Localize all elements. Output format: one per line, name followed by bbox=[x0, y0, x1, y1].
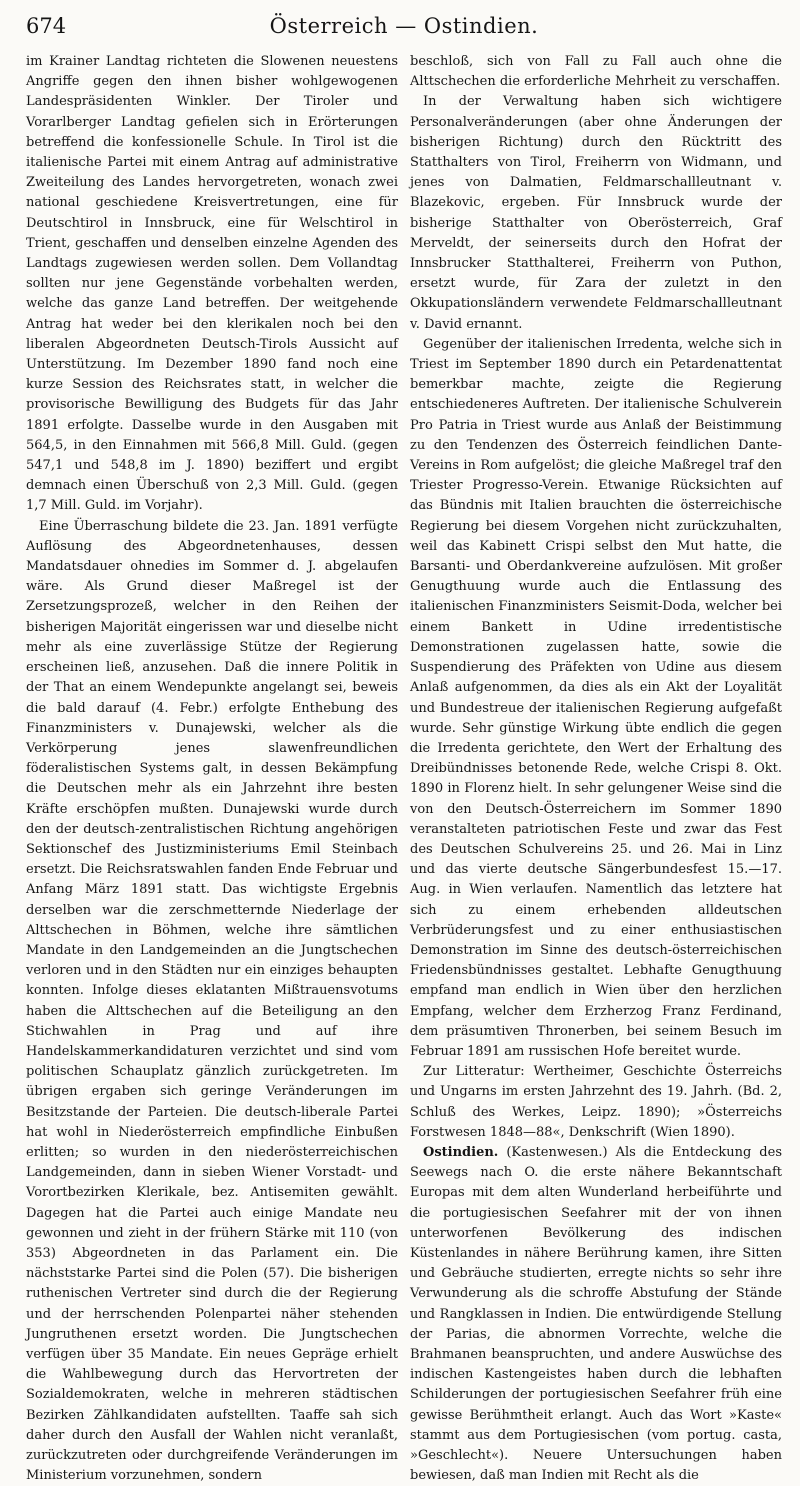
paragraph: Eine Überraschung bildete die 23. Jan. 1891 verfügte Auflösung des Abgeordnetenhauses, dessen Mandatsdauer ohnedies im Sommer d. J. abgelaufen wäre. Als Grund dieser Maßregel ist der Zersetzungsprozeß, welcher in den Reihen der bisherigen Majorität eingerissen war und dieselbe nicht mehr als eine zuverlässige Stütze der Regierung erscheinen ließ, anzusehen. Daß die innere Politik in der That an einem Wendepunkte angelangt sei, beweis die bald darauf (4. Febr.) erfolgte Enthebung des Finanzministers v. Dunajewski, welcher als die Verkörperung jenes slawenfreundlichen föderalistischen Systems galt, in dessen Bekämpfung die Deutschen mehr als ein Jahrzehnt ihre besten Kräfte erschöpfen mußten. Dunajewski wurde durch den der deutsch-zentralistischen Richtung angehörigen Sektionschef des Justizministeriums Emil Steinbach ersetzt. Die Reichsratswahlen fanden Ende Februar und Anfang März 1891 statt. Das wichtigste Ergebnis derselben war die zerschmetternde Niederlage der Alttschechen in Böhmen, welche ihre sämtlichen Mandate in den Landgemeinden an die Jungtschechen verloren und in den Städten nur ein einziges behaupten konnten. Infolge dieses eklatanten Mißtrauensvotums haben die Alttschechen auf die Beteiligung an den Stichwahlen in Prag und auf ihre Handelskammerkandidaturen verzichtet und sind vom politischen Schauplatz gänzlich zurückgetreten. Im übrigen ergaben sich geringe Veränderungen im Besitzstande der Parteien. Die deutsch-liberale Partei hat wohl in Niederösterreich empfindliche Einbußen erlitten; so wurden in den niederösterreichischen Landgemeinden, dann in sieben Wiener Vorstadt- und Vorortbezirken Klerikale, bez. Antisemiten gewählt. Dagegen hat die Partei auch einige Mandate neu gewonnen und zieht in der frühern Stärke mit 110 (von 353) Abgeordneten in das Parlament ein. Die nächststarke Partei sind die Polen (57). Die bisherigen ruthenischen Vertreter sind durch die der Regierung und der herrschenden Polenpartei näher stehenden Jungruthenen ersetzt worden. Die Jungtschechen verfügen über 35 Mandate. Ein neues Gepräge erhielt die Wahlbewegung durch das Hervortreten der Sozialdemokraten, welche in mehreren städtischen Bezirken Zählkandidaten aufstellten. Taaffe sah sich daher durch den Ausfall der Wahlen nicht veranlaßt, zurückzutreten oder durchgreifende Veränderungen im Ministerium vorzunehmen, sondern bbox=[26, 518, 398, 1484]
paragraph: Gegenüber der italienischen Irredenta, welche sich in Triest im September 1890 durch ein Petardenattentat bemerkbar machte, zeigte die Regierung entschiedeneres Auftreten. Der italienische Schulverein Pro Patria in Triest wurde aus Anlaß der Beistimmung zu den Tendenzen des Österreich feindlichen Dante-Vereins in Rom aufgelöst; die gleiche Maßregel traf den Triester Progresso-Verein. Etwanige Rücksichten auf das Bündnis mit Italien brauchten die österreichische Regierung bei diesem Vorgehen nicht zurückzuhalten, weil das Kabinett Crispi selbst den Mut hatte, die Barsanti- und Oberdankvereine aufzulösen. Mit großer Genugthuung wurde auch die Entlassung des italienischen Finanzministers Seismit-Doda, welcher bei einem Bankett in Udine irredentistische Demonstrationen zugelassen hatte, sowie die Suspendierung des Präfekten von Udine aus diesem Anlaß aufgenommen, da dies als ein Akt der Loyalität und Bundestreue der italienischen Regierung aufgefaßt wurde. Sehr günstige Wirkung übte endlich die gegen die Irredenta gerichtete, den Wert der Erhaltung des Dreibündnisses betonende Rede, welche Crispi 8. Okt. 1890 in Florenz hielt. In sehr gelungener Weise sind die von den Deutsch-Österreichern im Sommer 1890 veranstalteten patriotischen Feste und zwar das Fest des Deutschen Schulvereins 25. und 26. Mai in Linz und das vierte deutsche Sängerbundesfest 15.—17. Aug. in Wien verlaufen. Namentlich das letztere hat sich zu einem erhebenden alldeutschen Verbrüderungsfest und zu einer enthusiastischen Demonstration im Sinne des deutsch-österreichischen Friedensbündnisses gestaltet. Lebhafte Genugthuung empfand man endlich in Wien über den herzlichen Empfang, welcher dem Erzherzog Franz Ferdinand, dem präsumtiven Thronerben, bei seinem Besuch im Februar 1891 am russischen Hofe bereitet wurde. bbox=[410, 336, 782, 1059]
paragraph: In der Verwaltung haben sich wichtigere Personalveränderungen (aber ohne Änderungen der bisherigen Richtung) durch den Rücktritt des Statthalters von Tirol, Freiherrn von Widmann, und jenes von Dalmatien, Feldmarschallleutnant v. Blazekovic, ergeben. Für Innsbruck wurde der bisherige Statthalter von Oberösterreich, Graf Merveldt, der seinerseits durch den Hofrat der Innsbrucker Statthalterei, Freiherrn von Puthon, ersetzt wurde, für Zara der zuletzt in den Okkupationsländern verwendete Feldmarschallleutnant v. David ernannt. bbox=[410, 94, 782, 332]
article-ostindien bbox=[410, 1143, 782, 1486]
headword-ostindien: Ostindien. bbox=[423, 1144, 499, 1160]
text-columns bbox=[26, 52, 782, 1484]
running-head: Österreich — Ostindien. bbox=[269, 14, 539, 38]
left-column bbox=[26, 52, 398, 1484]
page-number: 674 bbox=[26, 14, 67, 38]
paragraph: beschloß, sich von Fall zu Fall auch ohne die Alttschechen die erforderliche Mehrheit zu verschaffen. bbox=[410, 54, 782, 90]
right-column bbox=[410, 52, 782, 1484]
article-text: (Kastenwesen.) Als die Entdeckung des Seewegs nach O. die erste nähere Bekanntschaft Europas mit dem alten Wunderland herbeiführte und die portugiesischen Seefahrer mit der von ihnen unterworfenen Bevölkerung des indischen Küstenlandes in nähere Berührung kamen, ihre Sitten und Gebräuche studierten, erregte nichts so sehr ihre Verwunderung als die schroffe Abstufung der Stände und Rangklassen in Indien. Die entwürdigende Stellung der Parias, die abnormen Vorrechte, welche die Brahmanen beanspruchten, und andere Auswüchse des indischen Kastengeistes haben durch die lebhaften Schilderungen der portugiesischen Seefahrer früh eine gewisse Berühmtheit erlangt. Auch das Wort »Kaste« stammt aus dem Portugiesischen (vom portug. casta, »Geschlecht«). Neuere Untersuchungen haben bewiesen, daß man Indien mit Recht als die bbox=[410, 1144, 782, 1484]
paragraph: Zur Litteratur: Wertheimer, Geschichte Österreichs und Ungarns im ersten Jahrzehnt des 19. Jahrh. (Bd. 2, Schluß des Werkes, Leipz. 1890); »Österreichs Forstwesen 1848—88«, Denkschrift (Wien 1890). bbox=[410, 1064, 782, 1140]
page-header bbox=[26, 0, 782, 52]
paragraph: im Krainer Landtag richteten die Slowenen neuestens Angriffe gegen den ihnen bisher wohlgewogenen Landespräsidenten Winkler. Der Tiroler und Vorarlberger Landtag gefielen sich in Erörterungen betreffend die konfessionelle Schule. In Tirol ist die italienische Partei mit einem Antrag auf administrative Zweiteilung des Landes hervorgetreten, wonach zwei national geschiedene Kreisvertretungen, eine für Deutschtirol in Innsbruck, eine für Welschtirol in Trient, geschaffen und denselben einzelne Agenden des Landtags zugewiesen werden sollen. Dem Vollandtag sollten nur jene Gegenstände vorbehalten werden, welche das ganze Land betreffen. Der weitgehende Antrag hat weder bei den klerikalen noch bei den liberalen Abgeordneten Deutsch-Tirols Aussicht auf Unterstützung. Im Dezember 1890 fand noch eine kurze Session des Reichsrates statt, in welcher die provisorische Bewilligung des Budgets für das Jahr 1891 erfolgte. Dasselbe wurde in den Ausgaben mit 564,5, in den Einnahmen mit 566,8 Mill. Guld. (gegen 547,1 und 548,8 im J. 1890) beziffert und ergibt demnach einen Überschuß von 2,3 Mill. Guld. (gegen 1,7 Mill. Guld. im Vorjahr). bbox=[26, 54, 398, 514]
